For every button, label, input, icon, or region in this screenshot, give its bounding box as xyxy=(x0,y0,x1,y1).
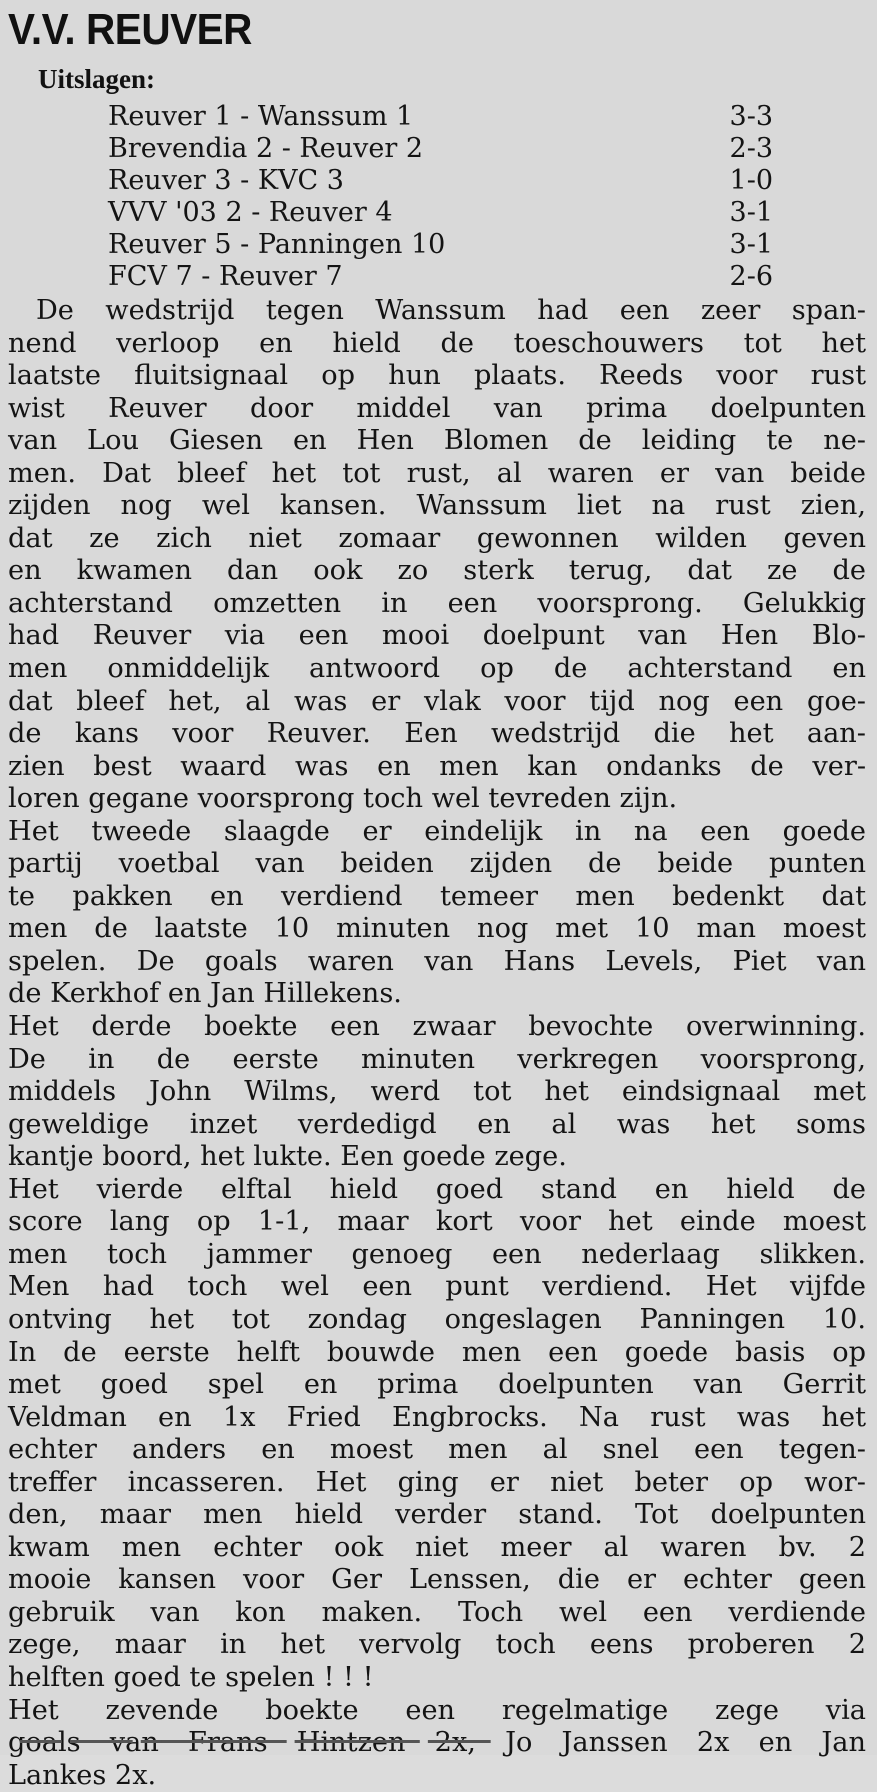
article-line: met goed spel en prima doelpunten van Gerrit xyxy=(8,1369,866,1401)
result-score: 2-3 xyxy=(729,133,773,164)
article-paragraph xyxy=(8,1174,866,1695)
result-row xyxy=(108,261,773,293)
article-paragraph xyxy=(8,816,866,1011)
result-row xyxy=(108,197,773,229)
article-line: Het tweede slaagde er eindelijk in na een goede xyxy=(8,815,866,847)
article-line: zijden nog wel kansen. Wanssum liet na rust zien, xyxy=(8,490,866,522)
result-row xyxy=(108,133,773,165)
article-line: kwam men echter ook niet meer al waren bv. 2 xyxy=(8,1531,866,1563)
article-line: spelen. De goals waren van Hans Levels, Piet van xyxy=(8,945,866,977)
result-match: Brevendia 2 - Reuver 2 xyxy=(108,133,424,164)
results-list xyxy=(108,101,773,293)
article-line: de Kerkhof en Jan Hillekens. xyxy=(8,978,402,1010)
article-line: De wedstrijd tegen Wanssum had een zeer span- xyxy=(36,295,866,326)
article-line: helften goed te spelen ! ! ! xyxy=(8,1661,374,1693)
result-match: Reuver 1 - Wanssum 1 xyxy=(108,101,414,132)
article-line: gebruik van kon maken. Toch wel een verdiende xyxy=(8,1596,866,1628)
article-line: de kans voor Reuver. Een wedstrijd die het aan- xyxy=(8,718,866,750)
result-match: Reuver 3 - KVC 3 xyxy=(108,165,344,196)
article-line: Lankes 2x. xyxy=(8,1759,157,1791)
result-score: 2-6 xyxy=(729,261,773,292)
article-line: men toch jammer genoeg een nederlaag slikken. xyxy=(8,1238,866,1270)
article-line: en kwamen dan ook zo sterk terug, dat ze de xyxy=(8,555,866,587)
article-line: te pakken en verdiend temeer men bedenkt dat xyxy=(8,880,866,912)
article-paragraph xyxy=(8,1011,866,1174)
result-match: VVV '03 2 - Reuver 4 xyxy=(108,197,393,228)
article-line: laatste fluitsignaal op hun plaats. Reeds voor rust xyxy=(8,360,866,392)
article-line: zien best waard was en men kan ondanks de ver- xyxy=(8,750,866,782)
match-report xyxy=(8,295,866,1792)
article-line: Men had toch wel een punt verdiend. Het vijfde xyxy=(8,1271,866,1303)
article-line: Het vierde elftal hield goed stand en hield de xyxy=(8,1173,866,1205)
article-line: Veldman en 1x Fried Engbrocks. Na rust was het xyxy=(8,1401,866,1433)
article-line: Het zevende boekte een regelmatige zege via xyxy=(8,1694,866,1726)
result-row xyxy=(108,101,773,133)
article-line: geweldige inzet verdedigd en al was het soms xyxy=(8,1108,866,1140)
article-line: zege, maar in het vervolg toch eens proberen 2 xyxy=(8,1629,866,1661)
result-match: FCV 7 - Reuver 7 xyxy=(108,261,343,292)
article-line: ontving het tot zondag ongeslagen Panningen 10. xyxy=(8,1303,866,1335)
article-line: dat bleef het, al was er vlak voor tijd nog een goe- xyxy=(8,685,866,717)
result-score: 3-3 xyxy=(729,101,773,132)
article-line: men de laatste 10 minuten nog met 10 man moest xyxy=(8,913,866,945)
article-line: dat ze zich niet zomaar gewonnen wilden geven xyxy=(8,522,866,554)
article-line: treffer incasseren. Het ging er niet beter op wor- xyxy=(8,1466,866,1498)
club-headline: V.V. REUVER xyxy=(8,5,252,54)
result-score: 3-1 xyxy=(729,197,773,228)
article-line: kantje boord, het lukte. Een goede zege. xyxy=(8,1141,567,1173)
article-line: partij voetbal van beiden zijden de beide punten xyxy=(8,848,866,880)
result-row xyxy=(108,165,773,197)
result-match: Reuver 5 - Panningen 10 xyxy=(108,229,446,260)
article-line: men. Dat bleef het tot rust, al waren er van beide xyxy=(8,457,866,489)
article-line: den, maar men hield verder stand. Tot doelpunten xyxy=(8,1499,866,1531)
article-line: score lang op 1-1, maar kort voor het einde moest xyxy=(8,1206,866,1238)
article-line: echter anders en moest men al snel een tegen- xyxy=(8,1434,866,1466)
article-line: De in de eerste minuten verkregen voorsprong, xyxy=(8,1043,866,1075)
result-score: 3-1 xyxy=(729,229,773,260)
article-line: In de eerste helft bouwde men een goede basis op xyxy=(8,1336,866,1368)
article-line: had Reuver via een mooi doelpunt van Hen Blo- xyxy=(8,620,866,652)
article-line: achterstand omzetten in een voorsprong. Gelukkig xyxy=(8,587,866,619)
article-line: goals van Frans Hintzen 2x, Jo Janssen 2x en Jan xyxy=(8,1727,866,1759)
article-line: van Lou Giesen en Hen Blomen de leiding te ne- xyxy=(8,425,866,457)
result-score: 1-0 xyxy=(729,165,773,196)
article-line: mooie kansen voor Ger Lenssen, die er echter geen xyxy=(8,1564,866,1596)
article-line: Het derde boekte een zwaar bevochte overwinning. xyxy=(8,1011,866,1043)
result-row xyxy=(108,229,773,261)
results-heading: Uitslagen: xyxy=(38,64,155,94)
cut-off-text-fragment xyxy=(20,1740,620,1754)
article-line: loren gegane voorsprong toch wel tevreden zijn. xyxy=(8,783,678,815)
article-paragraph xyxy=(8,295,866,816)
article-line: wist Reuver door middel van prima doelpunten xyxy=(8,392,866,424)
article-line: middels John Wilms, werd tot het eindsignaal met xyxy=(8,1076,866,1108)
article-line: men onmiddelijk antwoord op de achterstand en xyxy=(8,653,866,685)
article-line: nend verloop en hield de toeschouwers tot het xyxy=(8,327,866,359)
